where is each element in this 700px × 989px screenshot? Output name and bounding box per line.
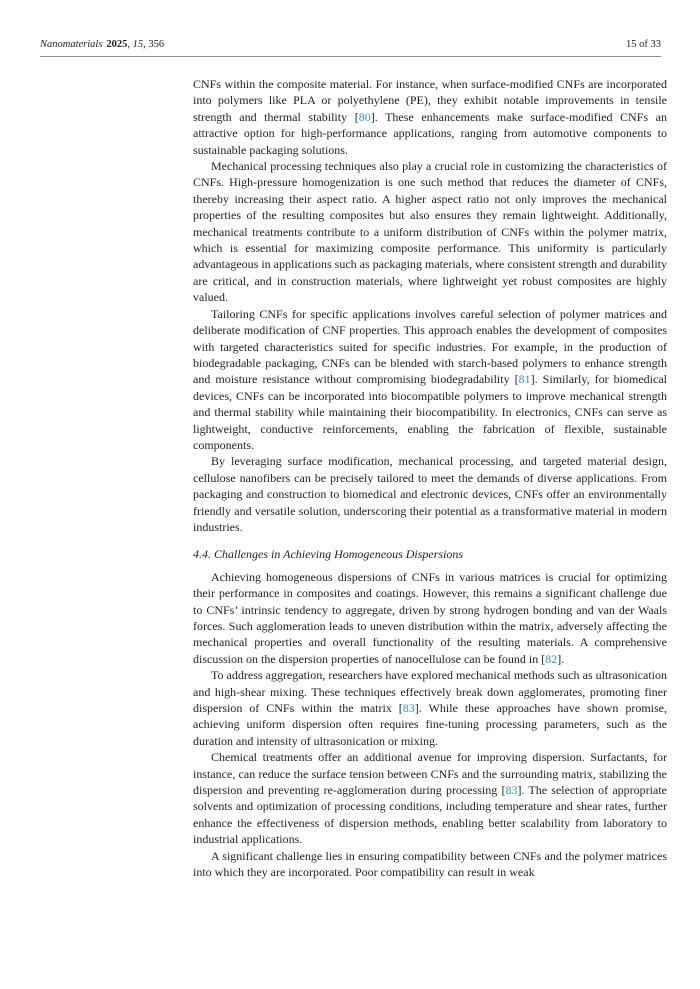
citation-link[interactable]: 83 xyxy=(505,783,518,798)
paragraph: CNFs within the composite material. For instance, when surface-modified CNFs are incorporated into polymers like PLA or polyethylene (PE), they exhibit notable improvements in tensile strength and thermal stability [80]. These enhancements make surface-modified CNFs an attractive option for high-performance applications, ranging from automotive components to sustainable packaging solutions. xyxy=(193,77,667,157)
citation-link[interactable]: 81 xyxy=(518,372,531,387)
paragraph: Chemical treatments offer an additional avenue for improving dispersion. Surfactants, for instance, can reduce the surface tension between CNFs and the surrounding matrix, stabilizing the dispersion and preventing re-agglomeration during processing [83]. The selection of appropriate solvents and optimization of processing conditions, including temperature and shear rates, further enhance the effectiveness of dispersion methods, enabling better scalability from laboratory to industrial applications. xyxy=(193,750,667,847)
paragraph: A significant challenge lies in ensuring compatibility between CNFs and the polymer matrices into which they are incorporated. Poor compatibility can result in weak xyxy=(193,848,667,880)
paragraph: By leveraging surface modification, mechanical processing, and targeted material design, cellulose nanofibers can be precisely tailored to meet the demands of diverse applications. From packaging and construction to biomedical and electronic devices, CNFs offer an environmentally friendly and versatile solution, underscoring their potential as a transformative material in modern industries. xyxy=(193,454,667,534)
citation-link[interactable]: 80 xyxy=(358,109,371,124)
paragraph: Mechanical processing techniques also play a crucial role in customizing the characteristics of CNFs. High-pressure homogenization is one such method that reduces the diameter of CNFs, thereby increasing their aspect ratio. A higher aspect ratio not only improves the mechanical properties of the resulting composites but also ensures they remain lightweight. Additionally, mechanical treatments contribute to a uniform distribution of CNFs within the polymer matrix, which is essential for maximizing composite performance. This uniformity is particularly advantageous in applications such as packaging materials, where consistent strength and durability are critical, and in construction materials, where lightweight yet robust composites are highly valued. xyxy=(193,159,667,305)
citation-link[interactable]: 82 xyxy=(545,651,558,666)
journal-citation xyxy=(40,39,164,50)
article-body xyxy=(193,76,667,881)
page-number: 15 of 33 xyxy=(626,39,661,50)
journal-volume: 15 xyxy=(132,39,144,50)
header-rule xyxy=(40,56,661,57)
page-header xyxy=(40,39,661,50)
journal-name: Nanomaterials xyxy=(40,39,103,50)
article-number: 356 xyxy=(148,39,165,50)
separator-1: , xyxy=(127,39,133,50)
section-heading: 4.4. Challenges in Achieving Homogeneous Dispersions xyxy=(193,547,464,562)
paragraph: To address aggregation, researchers have explored mechanical methods such as ultrasonication and high-shear mixing. These techniques effectively break down agglomerates, promoting finer dispersion of CNFs within the matrix [83]. While these approaches have shown promise, achieving uniform dispersion often requires fine-tuning processing parameters, such as the duration and intensity of ultrasonication or mixing. xyxy=(193,668,667,748)
journal-year: 2025 xyxy=(106,39,128,50)
separator-2: , xyxy=(143,39,149,50)
paragraph: Achieving homogeneous dispersions of CNFs in various matrices is crucial for optimizing their performance in composites and coatings. However, this remains a significant challenge due to CNFs’ intrinsic tendency to aggregate, driven by strong hydrogen bonding and van der Waals forces. Such agglomeration leads to uneven distribution within the matrix, adversely affecting the mechanical properties and overall functionality of the resulting materials. A comprehensive discussion on the dispersion properties of nanocellulose can be found in [82]. xyxy=(193,569,667,666)
paragraph: Tailoring CNFs for specific applications involves careful selection of polymer matrices and deliberate modification of CNF properties. This approach enables the development of composites with targeted characteristics suited for specific industries. For example, in the production of biodegradable packaging, CNFs can be blended with starch-based polymers to enhance strength and moisture resistance without compromising biodegradability [81]. Similarly, for biomedical devices, CNFs can be incorporated into biocompatible polymers to improve mechanical strength and thermal stability while maintaining their biocompatibility. In electronics, CNFs can serve as lightweight, conductive reinforcements, enabling the fabrication of flexible, sustainable components. xyxy=(193,306,667,452)
citation-link[interactable]: 83 xyxy=(402,701,415,716)
